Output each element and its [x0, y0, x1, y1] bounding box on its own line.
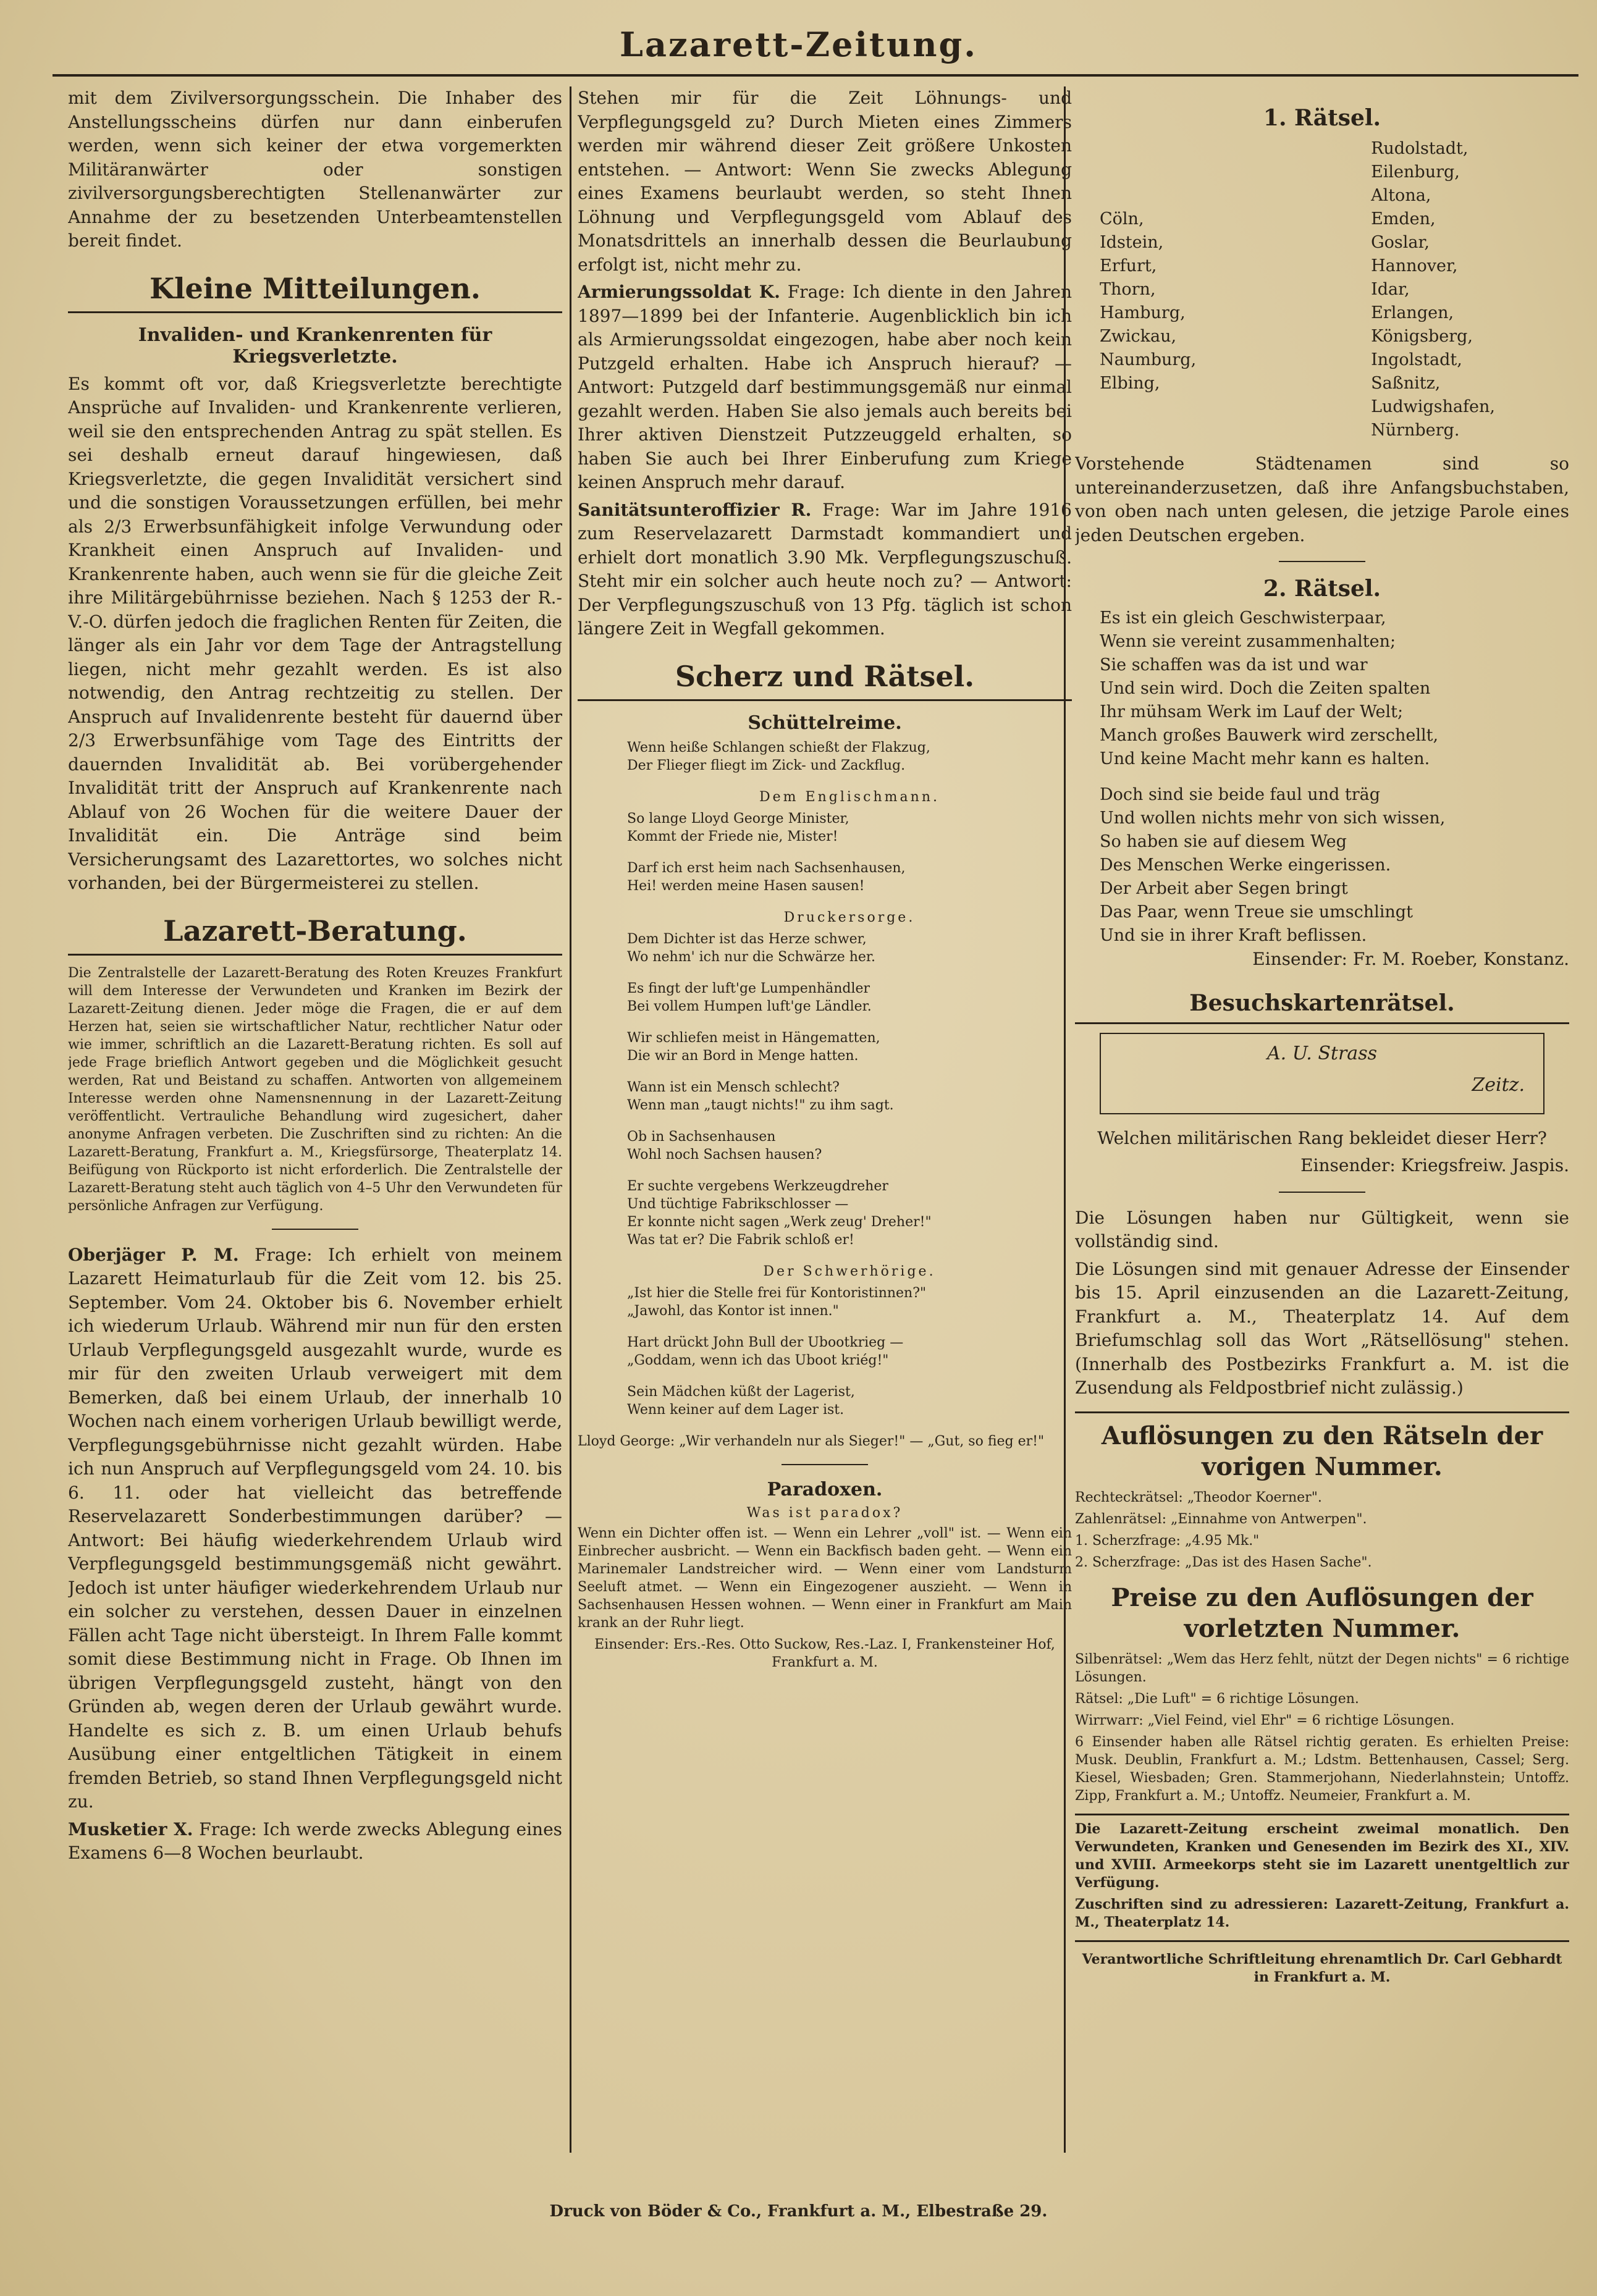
city-list-left	[1100, 137, 1196, 442]
poem	[627, 1383, 1072, 1419]
verse-line: Es ist ein gleich Geschwisterpaar,	[1100, 608, 1386, 628]
poem-line: Wohl noch Sachsen hausen?	[627, 1146, 822, 1163]
questioner-name: Oberjäger P. M.	[68, 1244, 239, 1265]
card-name: A. U. Strass	[1267, 1042, 1377, 1064]
paradoxen-sender: Einsender: Ers.-Res. Otto Suckow, Res.-Laz. I, Frankensteiner Hof, Frankfurt a. M.	[594, 1636, 1055, 1670]
column-1	[68, 86, 562, 2187]
raetsel-2-verse	[1075, 607, 1569, 948]
poem-line: Wir schliefen meist in Hängematten,	[627, 1030, 880, 1046]
poem	[627, 859, 1072, 895]
divider	[272, 1229, 358, 1230]
poem-line: Wenn heiße Schlangen schießt der Flakzug,	[627, 739, 930, 755]
preise-text: 6 Einsender haben alle Rätsel richtig geraten. Es erhielten Preise: Musk. Deublin, Frankfurt a. M.; Ldstm. Bettenhausen, Cassel; Serg. Kiesel, Wiesbaden; Gren. Stammerjohann, Niederlahnstein; Untoffz. Zipp, Frankfurt a. M.; Untoffz. Neumeier, Frankfurt a. M.	[1075, 1734, 1569, 1804]
paradoxen-text: Wenn ein Dichter offen ist. — Wenn ein Lehrer „voll" ist. — Wenn ein Einbrecher ausbricht. — Wenn ein Backfisch baden geht. — Wenn ein Marinemaler Landstreicher wird. — Wenn einer vom Landsturm Seeluft atmet. — Wenn ein Eingezogener auszieht. — Wenn in Sachsenhausen Hessen wohnen. — Wenn einer in Frankfurt am Main krank an der Ruhr liegt.	[578, 1525, 1072, 1631]
city-name: Emden,	[1371, 209, 1436, 229]
city-name: Idstein,	[1100, 233, 1164, 252]
paradoxen-title: Paradoxen.	[767, 1478, 883, 1500]
poem-line: Darf ich erst heim nach Sachsenhausen,	[627, 860, 906, 876]
visiting-card	[1100, 1033, 1544, 1114]
poem	[627, 1128, 1072, 1164]
question-musketier	[68, 1818, 562, 1865]
verse-line: Ihr mühsam Werk im Lauf der Welt;	[1100, 702, 1404, 721]
verse-line: Des Menschen Werke eingerissen.	[1100, 856, 1391, 875]
verse-line: Sie schaffen was da ist und war	[1100, 655, 1368, 675]
poem-line: Ob in Sachsenhausen	[627, 1129, 776, 1145]
poem-line: Hei! werden meine Hasen sausen!	[627, 878, 865, 894]
preis-item: Silbenrätsel: „Wem das Herz fehlt, nützt der Degen nichts" = 6 richtige Lösungen.	[1075, 1651, 1569, 1685]
aufloesung-item: Zahlenrätsel: „Einnahme von Antwerpen".	[1075, 1511, 1367, 1527]
poem	[627, 1029, 1072, 1065]
poem-line: Die wir an Bord in Menge hatten.	[627, 1048, 859, 1064]
preise-list	[1075, 1651, 1569, 1730]
verse-line: Und sie in ihrer Kraft beflissen.	[1100, 926, 1367, 945]
verse-line: Manch großes Bauwerk wird zerschellt,	[1100, 726, 1439, 745]
verse-line: Und keine Macht mehr kann es halten.	[1100, 749, 1430, 768]
poem-line: Wenn keiner auf dem Lager ist.	[627, 1402, 845, 1418]
top-rule	[53, 74, 1578, 77]
info-address: Zuschriften sind zu adressieren: Lazarett-Zeitung, Frankfurt a. M., Theaterplatz 14.	[1075, 1896, 1569, 1930]
besuchskarten-title: Besuchskartenrätsel.	[1075, 990, 1569, 1024]
poem-line: Wenn man „taugt nichts!" zu ihm sagt.	[627, 1097, 894, 1113]
besuch-sender: Einsender: Kriegsfreiw. Jaspis.	[1300, 1155, 1569, 1175]
poem	[627, 980, 1072, 1016]
poem-line: Wann ist ein Mensch schlecht?	[627, 1079, 840, 1095]
section-title-lazarett-beratung: Lazarett-Beratung.	[68, 914, 562, 956]
verse-line: Doch sind sie beide faul und träg	[1100, 785, 1381, 804]
poem-line: Der Flieger fliegt im Zick- und Zackflug.	[627, 757, 906, 773]
loesung-note-1: Die Lösungen haben nur Gültigkeit, wenn sie vollständig sind.	[1075, 1207, 1569, 1251]
questioner-name: Sanitätsunteroffizier R.	[578, 499, 812, 520]
aufloesung-item: Rechteckrätsel: „Theodor Koerner".	[1075, 1489, 1322, 1505]
poems-list	[578, 739, 1072, 1419]
verse-line: Und wollen nichts mehr von sich wissen,	[1100, 809, 1446, 828]
poem-line: „Ist hier die Stelle frei für Kontoristinnen?"	[627, 1285, 927, 1301]
city-name: Königsberg,	[1371, 327, 1473, 346]
divider	[1279, 561, 1365, 562]
poem-title: Der Schwerhörige.	[763, 1263, 936, 1279]
poem-line: Hart drückt John Bull der Ubootkrieg —	[627, 1334, 904, 1350]
poem-title: Druckersorge.	[783, 909, 916, 925]
question-text: Frage: Ich erhielt von meinem Lazarett Heimaturlaub für die Zeit vom 12. bis 25. September. Vom 24. Oktober bis 6. November erhielt ich wiederum Urlaub. Während mir nun für den ersten Urlaub Verpflegungsgeld ausgezahlt wurde, wurde es mir für den zweiten Urlaub verweigert mit dem Bemerken, daß bei einem Urlaub, der innerhalb 10 Wochen nach einem vorherigen Urlaub bewilligt werde, Verpflegungsgebührnisse nicht gezahlt würden. Habe ich nun Anspruch auf Verpflegungsgeld vom 24. 10. bis 6. 11. oder hat vielleicht das betreffende Reservelazarett Sonderbestimmungen darüber? — Antwort: Bei häufig wiederkehrendem Urlaub wird Verpflegungsgeld bestimmungsgemäß nicht gewährt. Jedoch ist unter häufiger wiederkehrendem Urlaub nur ein solcher zu verstehen, dessen Dauer in einzelnen Fällen acht Tage nicht übersteigt. In Ihrem Falle kommt somit diese Bestimmung nicht in Frage. Ob Ihnen im übrigen Verpflegungsgeld zusteht, hängt von den Gründen ab, wegen deren der Urlaub gewährt wurde. Handelte es sich z. B. um einen Urlaub behufs Ausübung einer entgeltlichen Tätigkeit in einem fremden Betrieb, so stand Ihnen Verpflegungsgeld nicht zu.	[68, 1244, 562, 1812]
poem	[627, 1334, 1072, 1369]
raetsel-1-text: Vorstehende Städtenamen sind so untereinanderzusetzen, daß ihre Anfangsbuchstaben, von oben nach unten gelesen, die jetzige Parole eines jeden Deutschen ergeben.	[1075, 453, 1569, 545]
city-name: Ingolstadt,	[1371, 350, 1462, 369]
poem-line: Er konnte nicht sagen „Werk zeug' Dreher!"	[627, 1214, 932, 1230]
city-name: Idar,	[1371, 280, 1410, 299]
info-box	[1075, 1814, 1569, 1942]
poem-line: Es fingt der luft'ge Lumpenhändler	[627, 980, 870, 996]
city-name: Rudolstadt,	[1371, 139, 1468, 158]
poem-line: Kommt der Friede nie, Mister!	[627, 828, 838, 844]
lloyd-quote: Lloyd George: „Wir verhandeln nur als Sieger!" — „Gut, so fieg er!"	[578, 1433, 1045, 1449]
paradoxen-subtitle: Was ist paradox?	[746, 1505, 903, 1521]
aufloesungen-list	[1075, 1489, 1569, 1571]
aufloesung-item: 2. Scherzfrage: „Das ist des Hasen Sache".	[1075, 1554, 1372, 1570]
city-name: Hamburg,	[1100, 303, 1186, 322]
loesung-note-2: Die Lösungen sind mit genauer Adresse der Einsender bis 15. April einzusenden an die Lazarett-Zeitung, Frankfurt a. M., Theaterplatz 14. Auf dem Briefumschlag soll das Wort „Rätsellösung" stehen. (Innerhalb des Postbezirks Frankfurt a. M. ist die Zusendung als Feldpostbrief nicht zulässig.)	[1075, 1258, 1569, 1398]
poem-line: Er suchte vergebens Werkzeugdreher	[627, 1178, 888, 1194]
poem-line: „Jawohl, das Kontor ist innen."	[627, 1303, 839, 1319]
question-armierung	[578, 280, 1072, 495]
verse-line	[1100, 771, 1569, 783]
city-name: Goslar,	[1371, 233, 1430, 252]
poem-line: Wo nehm' ich nur die Schwärze her.	[627, 949, 876, 965]
city-name: Elbing,	[1100, 374, 1160, 393]
question-sanitaet	[578, 498, 1072, 641]
poem-line: Bei vollem Humpen luft'ge Ländler.	[627, 998, 872, 1014]
divider	[782, 1464, 868, 1465]
column-3	[1075, 86, 1569, 2187]
intro-paragraph: mit dem Zivilversorgungsschein. Die Inhaber des Anstellungsscheins dürfen nur dann einberufen werden, wenn sich keiner der etwa vorgemerkten Militäranwärter oder sonstigen zivilversorgungsberechtigten Stellenanwärter zur Annahme der zu besetzenden Unterbeamtenstellen bereit findet.	[68, 88, 562, 251]
raetsel-1-title: 1. Rätsel.	[1263, 105, 1381, 131]
section-title-scherz: Scherz und Rätsel.	[578, 660, 1072, 701]
aufloesung-item: 1. Scherzfrage: „4.95 Mk."	[1075, 1533, 1260, 1549]
questioner-name: Armierungssoldat K.	[578, 282, 780, 302]
poem	[627, 909, 1072, 966]
poem	[627, 1263, 1072, 1320]
info-publication: Die Lazarett-Zeitung erscheint zweimal monatlich. Den Verwundeten, Kranken und Genesenden im Bezirk des XI., XIV. und XVIII. Armeekorps steht sie im Lazarett unentgeltlich zur Verfügung.	[1075, 1820, 1569, 1891]
column-2	[578, 86, 1072, 2187]
article-heading: Invaliden- und Krankenrenten für Kriegsverletzte.	[138, 324, 492, 368]
question-text: Frage: Ich diente in den Jahren 1897—1899 bei der Infanterie. Augenblicklich bin ich als Armierungssoldat eingezogen, habe aber noch kein Putzgeld erhalten. Habe ich Anspruch hierauf? — Antwort: Putzgeld darf bestimmungsgemäß nur einmal gezahlt werden. Haben Sie also jemals auch bereits bei Ihrer aktiven Dienstzeit Putzzeuggeld erhalten, so haben Sie auch bei Ihrer Einberufung zum Kriege keinen Anspruch mehr darauf.	[578, 282, 1072, 492]
poem-line: „Goddam, wenn ich das Uboot kriég!"	[627, 1352, 889, 1368]
city-name: Eilenburg,	[1371, 162, 1460, 182]
verse-line: Der Arbeit aber Segen bringt	[1100, 879, 1348, 898]
poem	[627, 788, 1072, 846]
preise-title: Preise zu den Auflösungen der vorletzten Nummer.	[1111, 1583, 1533, 1643]
masthead: Lazarett-Zeitung.	[619, 25, 978, 64]
city-names	[1100, 137, 1569, 442]
poem-line: So lange Lloyd George Minister,	[627, 810, 849, 826]
editor-credit: Verantwortliche Schriftleitung ehrenamtlich Dr. Carl Gebhardt in Frankfurt a. M.	[1082, 1951, 1562, 1985]
city-name: Altona,	[1371, 186, 1431, 205]
section-title-kleine-mitteilungen: Kleine Mitteilungen.	[68, 272, 562, 313]
questioner-name: Musketier X.	[68, 1819, 193, 1840]
poem-line: Sein Mädchen küßt der Lagerist,	[627, 1384, 855, 1400]
poem-line: Was tat er? Die Fabrik schloß er!	[627, 1232, 854, 1248]
poem-title: Dem Englischmann.	[759, 789, 940, 805]
city-name: Cöln,	[1100, 209, 1144, 229]
city-name: Erlangen,	[1371, 303, 1454, 322]
verse-line: Das Paar, wenn Treue sie umschlingt	[1100, 902, 1413, 922]
question-oberjaeger	[68, 1243, 562, 1814]
city-name: Hannover,	[1371, 256, 1458, 275]
divider	[1279, 1192, 1365, 1193]
poem	[627, 1177, 1072, 1249]
city-name: Saßnitz,	[1371, 374, 1441, 393]
schuettelreime-title: Schüttelreime.	[748, 712, 902, 734]
card-city: Zeitz.	[1472, 1074, 1525, 1096]
poem-line: Dem Dichter ist das Herze schwer,	[627, 931, 867, 947]
continued-text: Stehen mir für die Zeit Löhnungs- und Verpflegungsgeld zu? Durch Mieten eines Zimmers werden mir während dieser Zeit größere Unkosten entstehen. — Antwort: Wenn Sie zwecks Ablegung eines Examens beurlaubt werden, so steht Ihnen Löhnung und Verpflegungsgeld vom Ablauf des Monatsdrittels an innerhalb dessen die Beurlaubung erfolgt ist, nicht mehr zu.	[578, 88, 1072, 275]
raetsel-2-title: 2. Rätsel.	[1263, 576, 1381, 602]
verse-line: Wenn sie vereint zusammenhalten;	[1100, 632, 1396, 651]
verse-line: So haben sie auf diesem Weg	[1100, 832, 1347, 851]
question-text: Frage: Ich werde zwecks Ablegung eines Examens 6—8 Wochen beurlaubt.	[68, 1819, 562, 1863]
poem	[627, 1079, 1072, 1114]
beratung-text: Die Zentralstelle der Lazarett-Beratung des Roten Kreuzes Frankfurt will dem Interesse der Verwundeten und Kranken im Bezirk der Lazarett-Zeitung dienen. Jeder möge die Fragen, die er auf dem Herzen hat, seien sie wirtschaftlicher Natur, rechtlicher Natur oder wie immer, schriftlich an die Lazarett-Beratung richten. Es soll auf jede Frage brieflich Antwort gegeben und die Möglichkeit gesucht werden, Rat und Beistand zu schaffen. Antworten von allgemeinem Interesse werden ohne Namensnennung in der Lazarett-Zeitung veröffentlicht. Vertrauliche Behandlung wird zugesichert, daher anonyme Anfragen verbeten. Die Zuschriften sind zu richten: An die Lazarett-Beratung, Frankfurt a. M., Kriegsfürsorge, Theaterplatz 14. Beifügung von Rückporto ist nicht erforderlich. Die Zentralstelle der Lazarett-Beratung steht auch täglich von 4–5 Uhr den Verwundeten für persönliche Anfragen zur Verfügung.	[68, 965, 562, 1214]
besuch-question: Welchen militärischen Rang bekleidet dieser Herr?	[1097, 1127, 1547, 1148]
city-name: Zwickau,	[1100, 327, 1177, 346]
verse-line: Und sein wird. Doch die Zeiten spalten	[1100, 679, 1431, 698]
question-text: Frage: War im Jahre 1916 zum Reservelazarett Darmstadt kommandiert und erhielt dort monatlich 3.90 Mk. Verpflegungszuschuß. Steht mir ein solcher auch heute noch zu? — Antwort: Der Verpflegungszuschuß von 13 Pfg. täglich ist schon längere Zeit in Wegfall gekommen.	[578, 499, 1072, 639]
poem-line: Und tüchtige Fabrikschlosser —	[627, 1196, 849, 1212]
city-name: Naumburg,	[1100, 350, 1197, 369]
preis-item: Wirrwarr: „Viel Feind, viel Ehr" = 6 richtige Lösungen.	[1075, 1712, 1455, 1728]
preis-item: Rätsel: „Die Luft" = 6 richtige Lösungen.	[1075, 1691, 1359, 1707]
city-name: Thorn,	[1100, 280, 1156, 299]
article-text: Es kommt oft vor, daß Kriegsverletzte berechtigte Ansprüche auf Invaliden- und Krankenrente verlieren, weil sie den entsprechenden Antrag zu spät stellen. Es sei deshalb erneut darauf hingewiesen, daß Kriegsverletzte, die gegen Invalidität versichert sind und die sonstigen Voraussetzungen erfüllen, bei mehr als 2/3 Erwerbsunfähigkeit infolge Verwundung oder Krankheit einen Anspruch auf Invaliden- und Krankenrente haben, auch wenn sie für die gleiche Zeit ihre Militärgebührnisse beziehen. Nach § 1253 der R.-V.-O. dürfen jedoch die fraglichen Renten für Zeiten, die länger als ein Jahr vor dem Tage der Antragstellung liegen, nicht mehr gezahlt werden. Es ist also notwendig, den Antrag rechtzeitig zu stellen. Der Anspruch auf Invalidenrente besteht für dauernd über 2/3 Erwerbsunfähige vom Tage des Eintritts der dauernden Invalidität ab. Bei vorübergehender Invalidität tritt der Anspruch auf Krankenrente nach Ablauf von 26 Wochen für die weitere Dauer der Invalidität ein. Die Anträge sind beim Versicherungsamt des Lazarettortes, wo solches nicht vorhanden, bei der Bürgermeisterei zu stellen.	[68, 373, 562, 893]
city-name: Ludwigshafen,	[1371, 397, 1495, 416]
city-list-right	[1371, 137, 1495, 442]
city-name: Erfurt,	[1100, 256, 1157, 275]
printer-footer: Druck von Böder & Co., Frankfurt a. M., Elbestraße 29.	[549, 2202, 1048, 2221]
aufloesungen-title: Auflösungen zu den Rätseln der vorigen Nummer.	[1075, 1411, 1569, 1482]
raetsel-2-sender: Einsender: Fr. M. Roeber, Konstanz.	[1252, 949, 1569, 969]
poem	[627, 739, 1072, 775]
column-rule	[570, 86, 571, 2153]
city-name: Nürnberg.	[1371, 421, 1460, 440]
